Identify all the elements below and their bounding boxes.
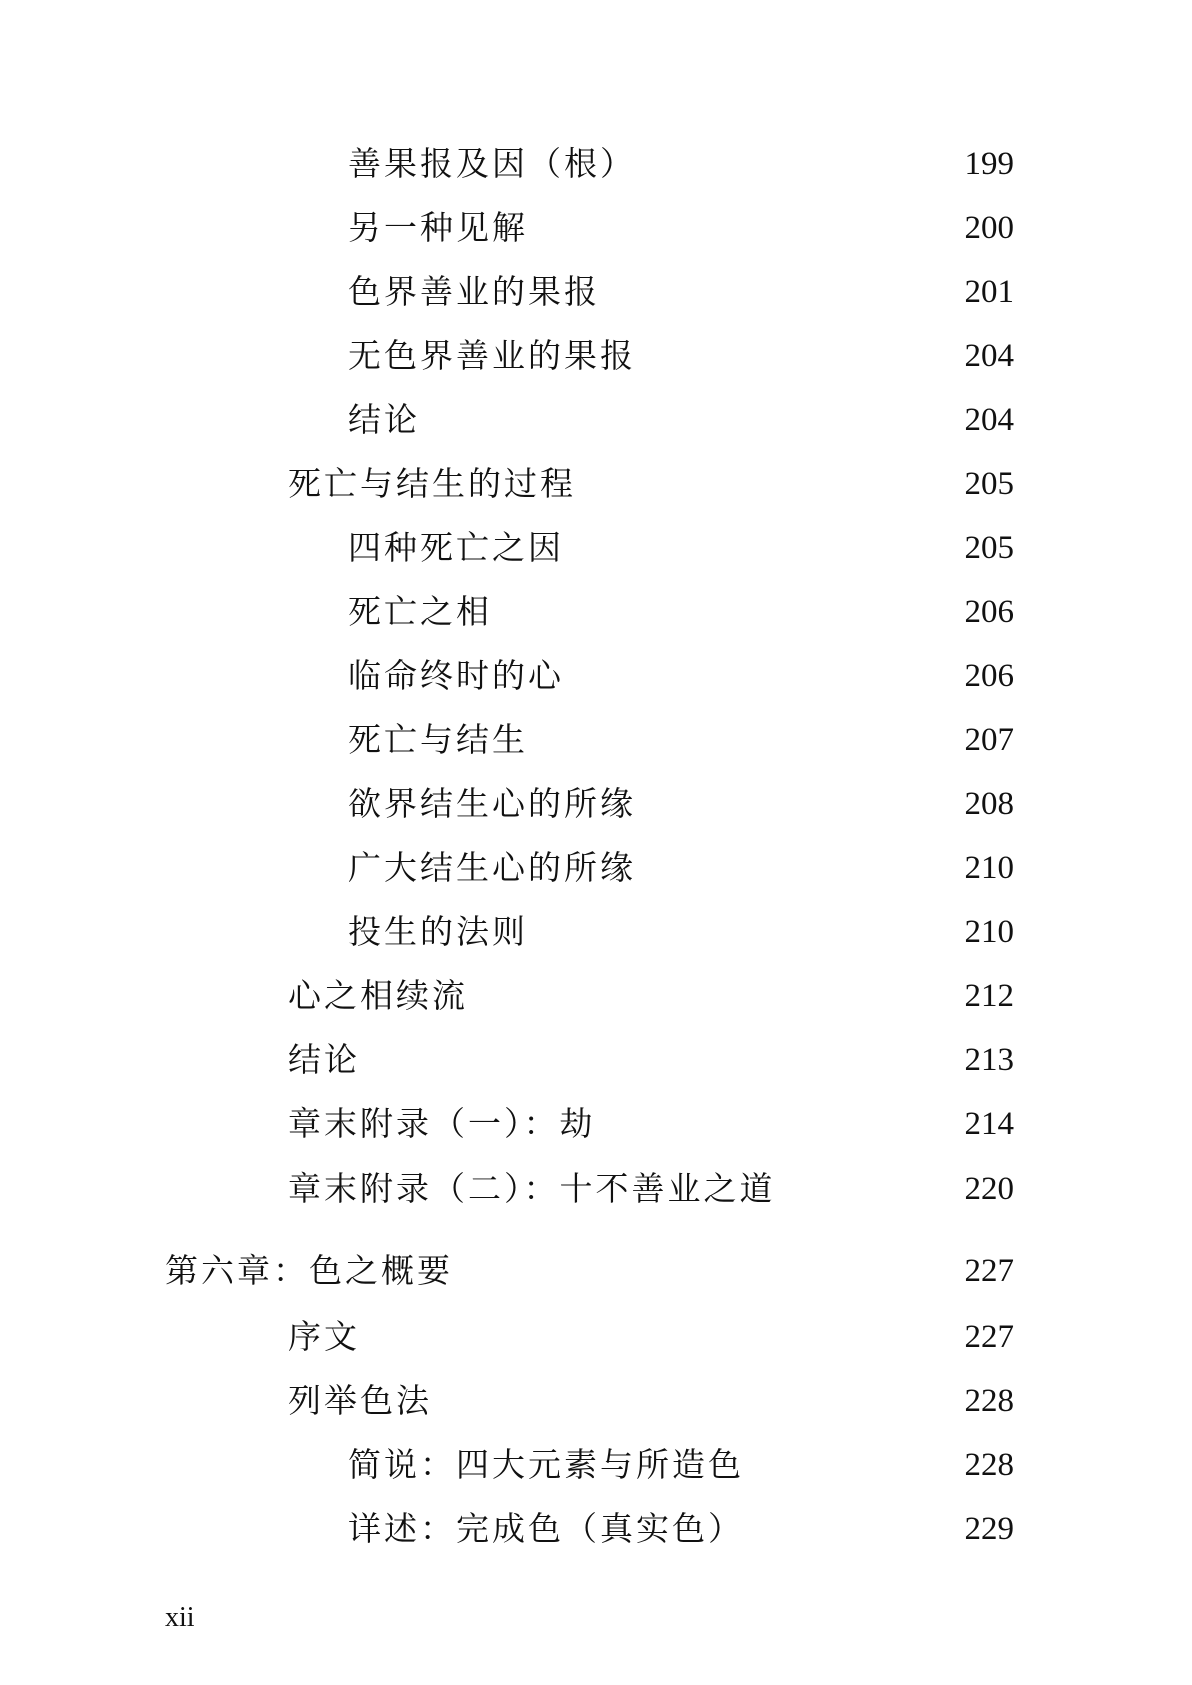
toc-entry-title: 色界善业的果报 xyxy=(348,272,600,311)
toc-entry xyxy=(0,846,1192,896)
toc-entry-title: 死亡之相 xyxy=(348,592,492,631)
toc-entry-title: 结论 xyxy=(348,400,420,439)
toc-entry-title: 序文 xyxy=(288,1317,360,1356)
toc-entry xyxy=(0,462,1192,512)
toc-entry-title: 无色界善业的果报 xyxy=(348,336,636,375)
toc-entry-page: 213 xyxy=(964,1042,1014,1078)
toc-entry-title: 死亡与结生的过程 xyxy=(288,464,576,503)
toc-entry-page: 201 xyxy=(964,274,1014,310)
toc-entry xyxy=(0,782,1192,832)
toc-entry xyxy=(0,910,1192,960)
toc-entry xyxy=(0,1379,1192,1429)
toc-entry-page: 210 xyxy=(964,914,1014,950)
toc-entry-title: 简说：四大元素与所造色 xyxy=(348,1445,744,1484)
toc-chapter-entry xyxy=(0,1249,1192,1299)
toc-entry-page: 205 xyxy=(964,530,1014,566)
toc-entry xyxy=(0,1102,1192,1152)
toc-entry-page: 204 xyxy=(964,402,1014,438)
toc-entry-title: 结论 xyxy=(288,1040,360,1079)
toc-entry xyxy=(0,1167,1192,1217)
toc-entry-title: 章末附录（二）：十不善业之道 xyxy=(288,1169,776,1208)
toc-entry-page: 206 xyxy=(964,594,1014,630)
toc-entry xyxy=(0,142,1192,192)
toc-entry xyxy=(0,1315,1192,1365)
toc-entry xyxy=(0,974,1192,1024)
toc-entry-page: 207 xyxy=(964,722,1014,758)
toc-entry-page: 227 xyxy=(964,1319,1014,1355)
toc-entry-page: 208 xyxy=(964,786,1014,822)
toc-entry-title: 列举色法 xyxy=(288,1381,432,1420)
toc-entry xyxy=(0,1507,1192,1557)
toc-entry-title: 详述：完成色（真实色） xyxy=(348,1509,744,1548)
toc-entry-title: 心之相续流 xyxy=(288,976,468,1015)
toc-entry xyxy=(0,590,1192,640)
toc-entry-title: 善果报及因（根） xyxy=(348,144,636,183)
toc-entry xyxy=(0,1443,1192,1493)
toc-entry-page: 220 xyxy=(964,1171,1014,1207)
toc-entry-page: 228 xyxy=(964,1383,1014,1419)
toc-entry xyxy=(0,206,1192,256)
toc-chapter-title: 第六章：色之概要 xyxy=(165,1251,453,1290)
toc-entry-title: 投生的法则 xyxy=(348,912,528,951)
toc-entry xyxy=(0,718,1192,768)
toc-entry-title: 临命终时的心 xyxy=(348,656,564,695)
toc-entry-page: 227 xyxy=(964,1253,1014,1289)
toc-entry-page: 214 xyxy=(964,1106,1014,1142)
toc-entry-page: 199 xyxy=(964,146,1014,182)
toc-entry-title: 欲界结生心的所缘 xyxy=(348,784,636,823)
toc-entry-page: 204 xyxy=(964,338,1014,374)
toc-entry xyxy=(0,526,1192,576)
toc-entry xyxy=(0,654,1192,704)
toc-entry xyxy=(0,1038,1192,1088)
toc-entry-page: 200 xyxy=(964,210,1014,246)
toc-entry-page: 229 xyxy=(964,1511,1014,1547)
toc-entry xyxy=(0,270,1192,320)
toc-entry-title: 四种死亡之因 xyxy=(348,528,564,567)
toc-entry-title: 广大结生心的所缘 xyxy=(348,848,636,887)
toc-entry xyxy=(0,334,1192,384)
toc-entry-page: 205 xyxy=(964,466,1014,502)
page-number: xii xyxy=(165,1602,195,1633)
toc-entry-page: 228 xyxy=(964,1447,1014,1483)
toc-entry-page: 206 xyxy=(964,658,1014,694)
toc-entry xyxy=(0,398,1192,448)
toc-entry-title: 死亡与结生 xyxy=(348,720,528,759)
toc-entry-title: 另一种见解 xyxy=(348,208,528,247)
toc-entry-page: 212 xyxy=(964,978,1014,1014)
toc-entry-title: 章末附录（一）：劫 xyxy=(288,1104,596,1143)
toc-entry-page: 210 xyxy=(964,850,1014,886)
